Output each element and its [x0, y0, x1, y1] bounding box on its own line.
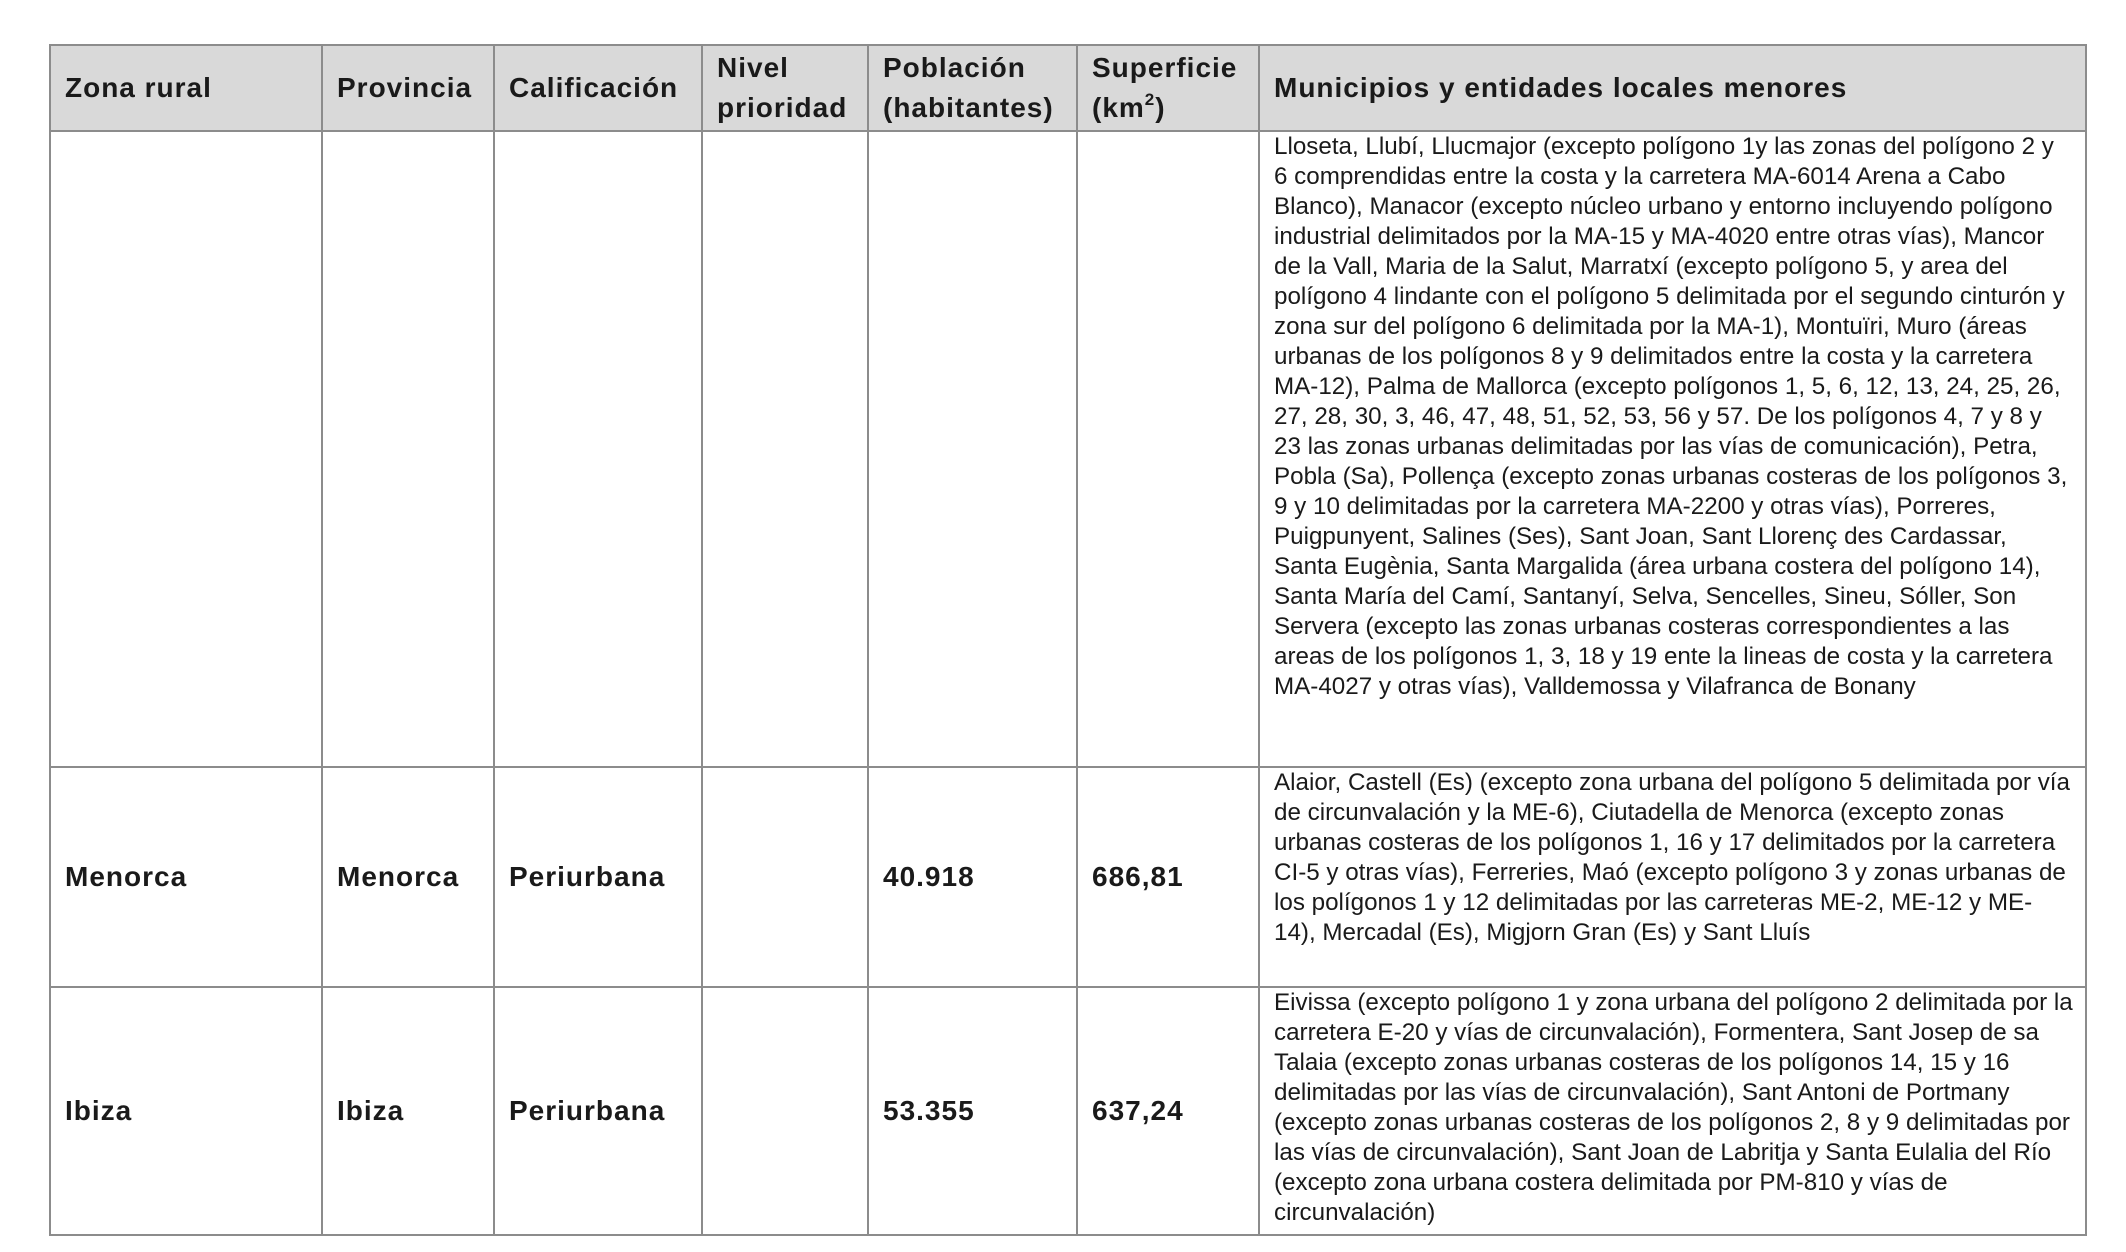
cell-superficie: 637,24: [1077, 987, 1259, 1235]
header-provincia: Provincia: [322, 45, 494, 131]
cell-nivel-prioridad: [702, 987, 868, 1235]
cell-calificacion: Periurbana: [494, 767, 702, 987]
cell-municipios: Alaior, Castell (Es) (excepto zona urbana del polígono 5 delimitada por vía de circunvalación y la ME-6), Ciutadella de Menorca (excepto zonas urbanas costeras de los polígonos 1, 16 y 17 delimitados por la carretera CI-5 y otras vías), Ferreries, Maó (excepto polígono 3 y zonas urbanas de los polígonos 1 y 12 delimitadas por las carreteras ME-2, ME-12 y ME-14), Mercadal (Es), Migjorn Gran (Es) y Sant Lluís: [1259, 767, 2086, 987]
cell-provincia: Ibiza: [322, 987, 494, 1235]
header-calificacion: Calificación: [494, 45, 702, 131]
cell-nivel-prioridad: [702, 767, 868, 987]
cell-poblacion: 53.355: [868, 987, 1077, 1235]
cell-nivel-prioridad: [702, 131, 868, 767]
header-nivel-prioridad-line2: prioridad: [717, 92, 848, 123]
cell-calificacion: [494, 131, 702, 767]
cell-calificacion: Periurbana: [494, 987, 702, 1235]
cell-poblacion: 40.918: [868, 767, 1077, 987]
cell-municipios: Eivissa (excepto polígono 1 y zona urbana del polígono 2 delimitada por la carretera E-20 y vías de circunvalación), Formentera, Sant Josep de sa Talaia (excepto zonas urbanas costeras de los polígonos 14, 15 y 16 delimitadas por las vías de circunvalación), Sant Antoni de Portmany (excepto zonas urbanas costeras de los polígonos 2, 8 y 9 delimitadas por las vías de circunvalación), Sant Joan de Labritja y Santa Eulalia del Río (excepto zona urbana costera delimitada por PM-810 y vías de circunvalación): [1259, 987, 2086, 1235]
cell-provincia: [322, 131, 494, 767]
header-superficie: [1077, 45, 1259, 131]
header-poblacion: [868, 45, 1077, 131]
header-poblacion-line2: (habitantes): [883, 92, 1054, 123]
cell-superficie: 686,81: [1077, 767, 1259, 987]
table-row: [50, 767, 2086, 987]
header-nivel-prioridad-line1: Nivel: [717, 52, 789, 83]
header-superficie-unit-prefix: (km: [1092, 92, 1145, 123]
header-zona-rural: Zona rural: [50, 45, 322, 131]
cell-zona-rural: [50, 131, 322, 767]
cell-provincia: Menorca: [322, 767, 494, 987]
header-superficie-line1: Superficie: [1092, 52, 1238, 83]
table-row: [50, 987, 2086, 1235]
cell-zona-rural: Ibiza: [50, 987, 322, 1235]
cell-poblacion: [868, 131, 1077, 767]
table-header-row: [50, 45, 2086, 131]
header-superficie-exponent: 2: [1144, 89, 1156, 109]
cell-municipios: Lloseta, Llubí, Llucmajor (excepto polígono 1y las zonas del polígono 2 y 6 comprendidas entre la costa y la carretera MA-6014 Arena a Cabo Blanco), Manacor (excepto núcleo urbano y entorno incluyendo polígono industrial delimitados por la MA-15 y MA-4020 entre otras vías), Mancor de la Vall, Maria de la Salut, Marratxí (excepto polígono 5, y area del polígono 4 lindante con el polígono 5 delimitada por el segundo cinturón y zona sur del polígono 6 delimitada por la MA-1), Montuïri, Muro (áreas urbanas de los polígonos 8 y 9 delimitados entre la costa y la carretera MA-12), Palma de Mallorca (excepto polígonos 1, 5, 6, 12, 13, 24, 25, 26, 27, 28, 30, 3, 46, 47, 48, 51, 52, 53, 56 y 57. De los polígonos 4, 7 y 8 y 23 las zonas urbanas delimitadas por las vías de comunicación), Petra, Pobla (Sa), Pollença (excepto zonas urbanas costeras de los polígonos 3, 9 y 10 delimitadas por la carretera MA-2200 y otras vías), Porreres, Puigpunyent, Salines (Ses), Sant Joan, Sant Llorenç des Cardassar, Santa Eugènia, Santa Margalida (área urbana costera del polígono 14), Santa María del Camí, Santanyí, Selva, Sencelles, Sineu, Sóller, Son Servera (excepto las zonas urbanas costeras correspondientes a las areas de los polígonos 1, 3, 18 y 19 ente la lineas de costa y la carretera MA-4027 y otras vías), Valldemossa y Vilafranca de Bonany: [1259, 131, 2086, 767]
header-poblacion-line1: Población: [883, 52, 1026, 83]
cell-zona-rural: Menorca: [50, 767, 322, 987]
cell-superficie: [1077, 131, 1259, 767]
table-row: [50, 131, 2086, 767]
municipalities-table: [49, 44, 2087, 1236]
header-superficie-unit-suffix: ): [1155, 92, 1166, 123]
header-municipios: Municipios y entidades locales menores: [1259, 45, 2086, 131]
header-nivel-prioridad: [702, 45, 868, 131]
